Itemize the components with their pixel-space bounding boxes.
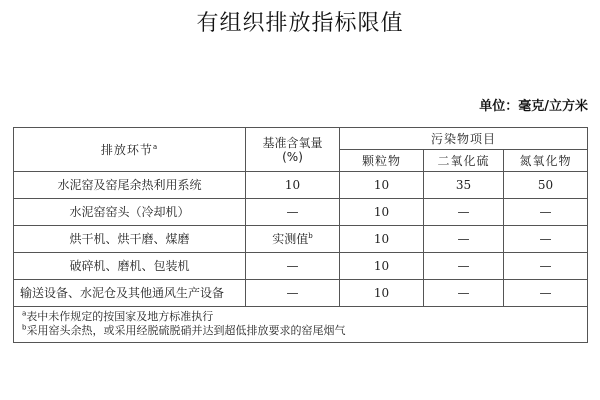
cell-oxygen bbox=[246, 172, 340, 199]
header-process-label: 排放环节 bbox=[100, 142, 153, 157]
header-particulate: 颗粒物 bbox=[340, 150, 424, 172]
table-row bbox=[14, 253, 588, 280]
header-process bbox=[14, 128, 246, 172]
header-oxygen bbox=[246, 128, 340, 172]
notes-row bbox=[14, 307, 588, 343]
emission-limits-table-wrap bbox=[13, 127, 587, 343]
footnote-a-text: 表中未作规定的按国家及地方标准执行 bbox=[26, 310, 214, 323]
cell-particulate: 10 bbox=[340, 172, 424, 199]
cell-oxygen-value: — bbox=[286, 259, 299, 273]
unit-label: 单位：毫克/立方米 bbox=[479, 99, 588, 114]
cell-nox: — bbox=[504, 199, 588, 226]
cell-so2: — bbox=[424, 280, 504, 307]
cell-oxygen-value: 实测值 bbox=[272, 232, 309, 246]
cell-oxygen bbox=[246, 253, 340, 280]
cell-process: 烘干机、烘干磨、煤磨 bbox=[14, 226, 246, 253]
cell-process: 水泥窑及窑尾余热利用系统 bbox=[14, 172, 246, 199]
cell-oxygen-value: 10 bbox=[284, 178, 301, 192]
page-title: 有组织排放指标限值 bbox=[196, 11, 404, 36]
table-row bbox=[14, 199, 588, 226]
cell-oxygen-value: — bbox=[286, 286, 299, 300]
cell-nox: — bbox=[504, 226, 588, 253]
header-nox: 氮氧化物 bbox=[504, 150, 588, 172]
cell-oxygen bbox=[246, 226, 340, 253]
cell-particulate: 10 bbox=[340, 199, 424, 226]
header-oxygen-line2: (%) bbox=[282, 149, 303, 164]
footnote-b bbox=[22, 324, 579, 338]
cell-process: 破碎机、磨机、包装机 bbox=[14, 253, 246, 280]
table-row bbox=[14, 226, 588, 253]
cell-process: 水泥窑窑头（冷却机） bbox=[14, 199, 246, 226]
emission-limits-table bbox=[13, 127, 588, 343]
header-pollutants: 污染物项目 bbox=[340, 128, 588, 150]
footnote-marker-a: a bbox=[152, 142, 159, 151]
cell-so2: — bbox=[424, 253, 504, 280]
cell-nox: — bbox=[504, 253, 588, 280]
cell-process: 输送设备、水泥仓及其他通风生产设备 bbox=[14, 280, 246, 307]
cell-particulate: 10 bbox=[340, 280, 424, 307]
cell-particulate: 10 bbox=[340, 253, 424, 280]
footnote-a bbox=[22, 310, 579, 324]
table-row bbox=[14, 280, 588, 307]
footnote-b-text: 采用窑头余热，或采用经脱硫脱硝并达到超低排放要求的窑尾烟气 bbox=[26, 324, 346, 337]
header-row bbox=[14, 128, 588, 150]
cell-so2: 35 bbox=[424, 172, 504, 199]
cell-so2: — bbox=[424, 199, 504, 226]
header-so2: 二氧化硫 bbox=[424, 150, 504, 172]
header-oxygen-line1: 基准含氧量 bbox=[262, 135, 323, 150]
footnote-b-marker: b bbox=[22, 323, 27, 332]
cell-particulate: 10 bbox=[340, 226, 424, 253]
cell-oxygen-value: — bbox=[286, 205, 299, 219]
footnote-a-marker: a bbox=[22, 309, 27, 318]
footnote-marker-b: b bbox=[308, 232, 313, 240]
cell-nox: — bbox=[504, 280, 588, 307]
cell-nox: 50 bbox=[504, 172, 588, 199]
table-row bbox=[14, 172, 588, 199]
cell-oxygen bbox=[246, 280, 340, 307]
cell-so2: — bbox=[424, 226, 504, 253]
notes-cell bbox=[14, 307, 588, 343]
cell-oxygen bbox=[246, 199, 340, 226]
